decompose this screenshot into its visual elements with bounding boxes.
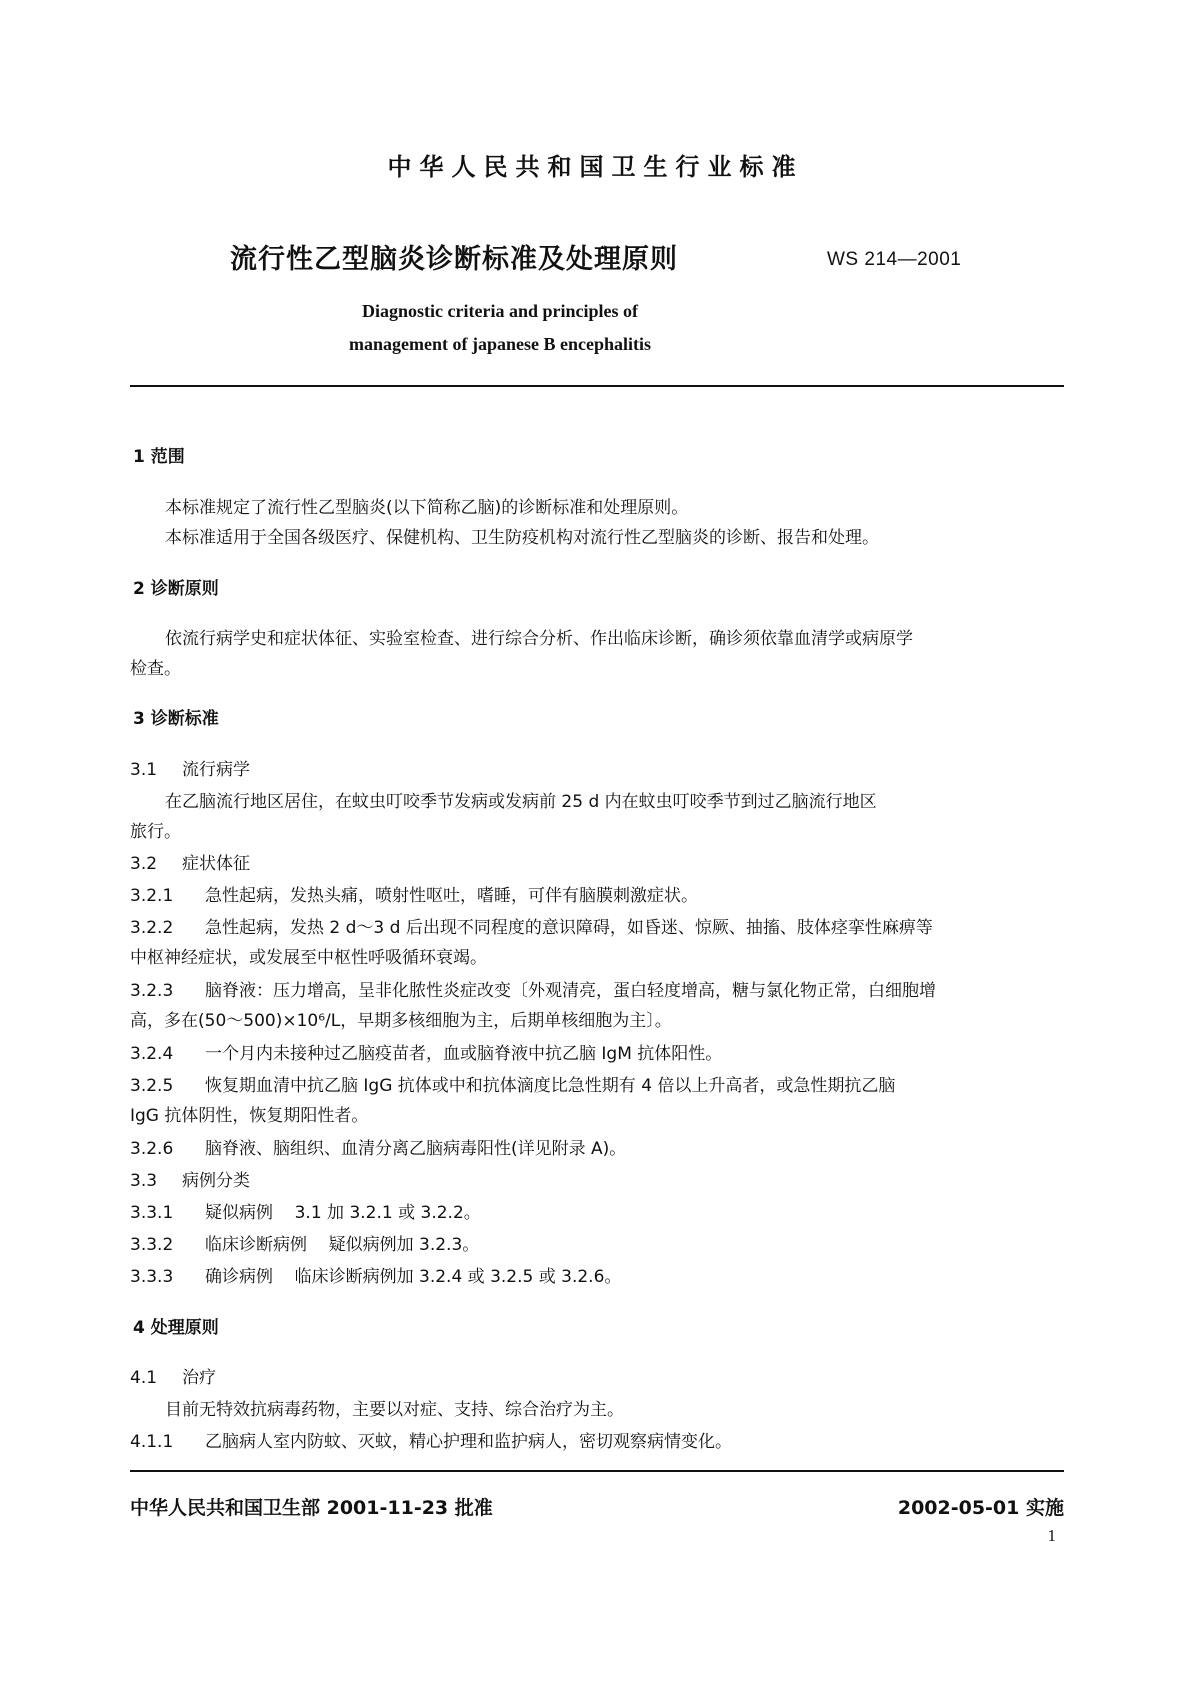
section-1-heading: 1 范围 <box>133 447 185 467</box>
clause-4-1 <box>130 1363 216 1388</box>
footer-divider <box>130 1470 1064 1472</box>
clause-3-3 <box>130 1166 250 1191</box>
clause-number: 3.2.6 <box>130 1139 174 1159</box>
approval-info: 中华人民共和国卫生部 2001-11-23 批准 <box>130 1497 493 1519</box>
clause-number: 4.1.1 <box>130 1432 174 1452</box>
clause-3-2-4 <box>130 1039 722 1064</box>
clause-text-line1: 恢复期血清中抗乙脑 IgG 抗体或中和抗体滴度比急性期有 4 倍以上升高者，或急性期抗乙脑 <box>205 1076 896 1096</box>
clause-number: 4.1 <box>130 1368 158 1388</box>
clause-3-2-5 <box>130 1071 895 1096</box>
clause-3-3-2 <box>130 1230 479 1255</box>
clause-3-1 <box>130 755 250 780</box>
clause-text: 急性起病，发热头痛，喷射性呕吐，嗜睡，可伴有脑膜刺激症状。 <box>205 886 698 906</box>
clause-number: 3.2.1 <box>130 886 174 906</box>
clause-title: 治疗 <box>182 1368 216 1388</box>
clause-number: 3.2 <box>130 854 158 874</box>
page-number: 1 <box>1047 1526 1056 1545</box>
clause-number: 3.1 <box>130 760 158 780</box>
document-title-cn: 流行性乙型脑炎诊断标准及处理原则 <box>230 244 678 275</box>
clause-3-2-3-line2: 高，多在(50～500)×10⁶/L，早期多核细胞为主，后期单核细胞为主〕。 <box>130 1011 672 1031</box>
header-divider <box>130 385 1064 387</box>
section-1-paragraph-1: 本标准规定了流行性乙型脑炎(以下简称乙脑)的诊断标准和处理原则。 <box>165 498 689 518</box>
clause-number: 3.3.1 <box>130 1203 174 1223</box>
clause-number: 3.2.2 <box>130 918 174 938</box>
clause-number: 3.2.4 <box>130 1044 174 1064</box>
clause-text: 确诊病例 临床诊断病例加 3.2.4 或 3.2.5 或 3.2.6。 <box>205 1267 622 1287</box>
clause-text: 疑似病例 3.1 加 3.2.1 或 3.2.2。 <box>205 1203 481 1223</box>
standard-category-title: 中华人民共和国卫生行业标准 <box>387 153 804 181</box>
document-title-en-line2: management of japanese B encephalitis <box>349 334 651 354</box>
clause-3-1-text-line2: 旅行。 <box>130 822 181 842</box>
clause-number: 3.3.2 <box>130 1235 174 1255</box>
clause-3-2-3 <box>130 976 936 1001</box>
section-2-paragraph-line1: 依流行病学史和症状体征、实验室检查、进行综合分析、作出临床诊断，确诊须依靠血清学或病原学 <box>165 629 913 649</box>
clause-number: 3.3.3 <box>130 1267 174 1287</box>
implementation-date: 2002-05-01 实施 <box>897 1497 1064 1519</box>
clause-3-3-3 <box>130 1262 621 1287</box>
clause-number: 3.2.5 <box>130 1076 174 1096</box>
clause-3-2-2-line2: 中枢神经症状，或发展至中枢性呼吸循环衰竭。 <box>130 948 487 968</box>
clause-title: 病例分类 <box>182 1171 250 1191</box>
clause-3-2 <box>130 849 250 874</box>
clause-text: 临床诊断病例 疑似病例加 3.2.3。 <box>205 1235 480 1255</box>
clause-3-2-1 <box>130 881 698 906</box>
clause-number: 3.2.3 <box>130 981 174 1001</box>
clause-3-2-6 <box>130 1134 626 1159</box>
document-title-en-line1: Diagnostic criteria and principles of <box>362 301 638 321</box>
section-2-paragraph-line2: 检查。 <box>130 659 181 679</box>
clause-text-line1: 脑脊液：压力增高，呈非化脓性炎症改变〔外观清亮，蛋白轻度增高，糖与氯化物正常，白细胞增 <box>205 981 936 1001</box>
clause-4-1-1 <box>130 1427 732 1452</box>
section-3-heading: 3 诊断标准 <box>133 709 219 729</box>
clause-text: 一个月内未接种过乙脑疫苗者，血或脑脊液中抗乙脑 IgM 抗体阳性。 <box>205 1044 723 1064</box>
standard-code: WS 214—2001 <box>827 249 962 270</box>
clause-4-1-text: 目前无特效抗病毒药物，主要以对症、支持、综合治疗为主。 <box>165 1400 624 1420</box>
clause-text: 乙脑病人室内防蚊、灭蚊，精心护理和监护病人，密切观察病情变化。 <box>205 1432 732 1452</box>
clause-3-1-text-line1: 在乙脑流行地区居住，在蚊虫叮咬季节发病或发病前 25 d 内在蚊虫叮咬季节到过乙脑流行地区 <box>165 792 877 812</box>
clause-title: 流行病学 <box>182 760 250 780</box>
clause-3-2-5-line2: IgG 抗体阴性，恢复期阳性者。 <box>130 1106 369 1126</box>
clause-number: 3.3 <box>130 1171 158 1191</box>
clause-text-line1: 急性起病，发热 2 d～3 d 后出现不同程度的意识障碍，如昏迷、惊厥、抽搐、肢体痉挛性麻痹等 <box>205 918 933 938</box>
section-1-paragraph-2: 本标准适用于全国各级医疗、保健机构、卫生防疫机构对流行性乙型脑炎的诊断、报告和处理。 <box>165 528 879 548</box>
clause-title: 症状体征 <box>182 854 250 874</box>
clause-3-2-2 <box>130 913 933 938</box>
clause-3-3-1 <box>130 1198 481 1223</box>
clause-text: 脑脊液、脑组织、血清分离乙脑病毒阳性(详见附录 A)。 <box>205 1139 627 1159</box>
section-2-heading: 2 诊断原则 <box>133 579 219 599</box>
section-4-heading: 4 处理原则 <box>133 1318 219 1338</box>
